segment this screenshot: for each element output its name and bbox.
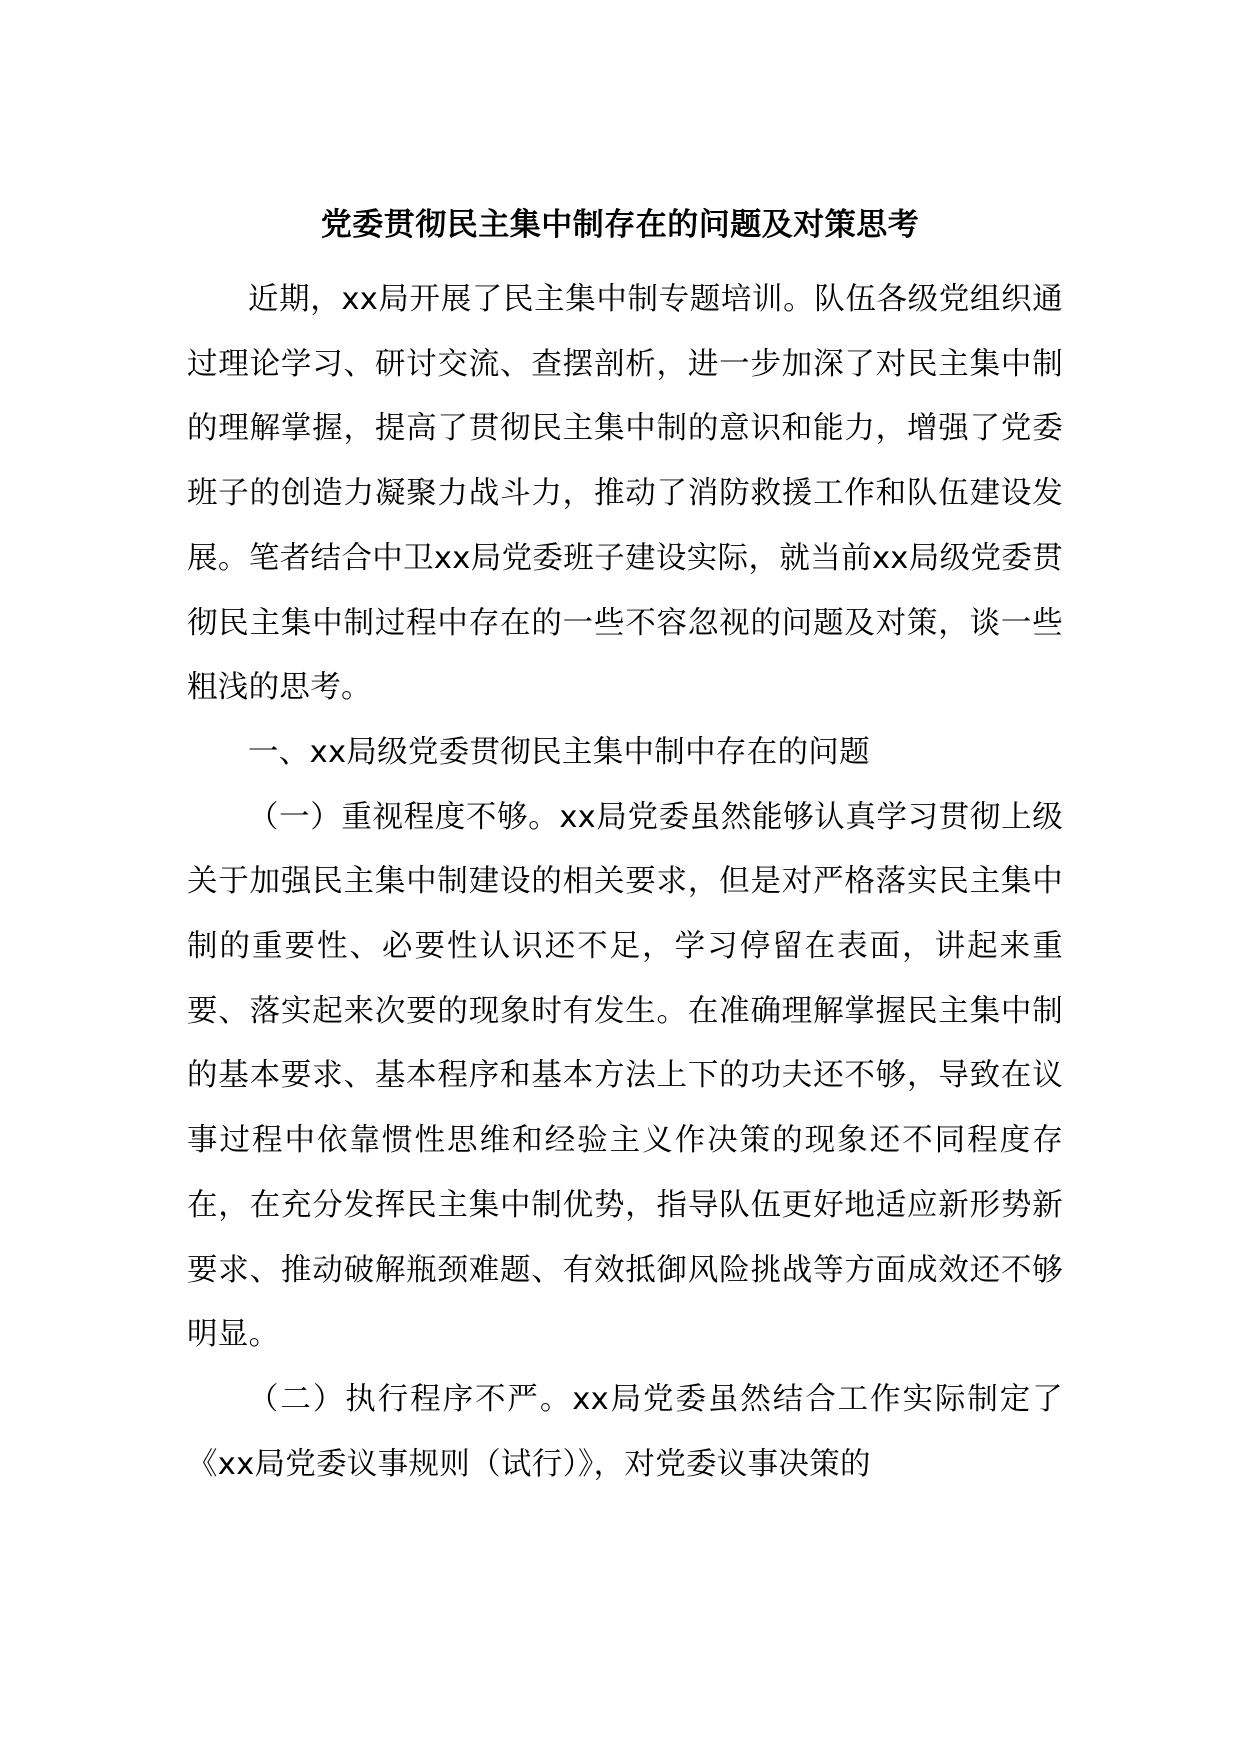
paragraph-intro: 近期，xx局开展了民主集中制专题培训。队伍各级党组织通过理论学习、研讨交流、查摆剖析，进一步加深了对民主集中制的理解掌握，提高了贯彻民主集中制的意识和能力，增强了党委班子的创造力凝聚力战斗力，推动了消防救援工作和队伍建设发展。笔者结合中卫xx局党委班子建设实际，就当前xx局级党委贯彻民主集中制过程中存在的一些不容忽视的问题及对策，谈一些粗浅的思考。 — [187, 282, 1063, 706]
paragraph-problem-2: （二）执行程序不严。xx局党委虽然结合工作实际制定了《xx局党委议事规则（试行）》，对党委议事决策的 — [187, 1381, 1063, 1482]
document-title: 党委贯彻民主集中制存在的问题及对策思考 — [320, 207, 920, 243]
document-body — [187, 268, 1063, 1497]
section-heading-problems: 一、xx局级党委贯彻民主集中制中存在的问题 — [248, 734, 870, 770]
paragraph-problem-1: （一）重视程度不够。xx局党委虽然能够认真学习贯彻上级关于加强民主集中制建设的相关要求，但是对严格落实民主集中制的重要性、必要性认识还不足，学习停留在表面，讲起来重要、落实起来次要的现象时有发生。在准确理解掌握民主集中制的基本要求、基本程序和基本方法上下的功夫还不够，导致在议事过程中依靠惯性思维和经验主义作决策的现象还不同程度存在，在充分发挥民主集中制优势，指导队伍更好地适应新形势新要求、推动破解瓶颈难题、有效抵御风险挑战等方面成效还不够明显。 — [187, 799, 1063, 1353]
